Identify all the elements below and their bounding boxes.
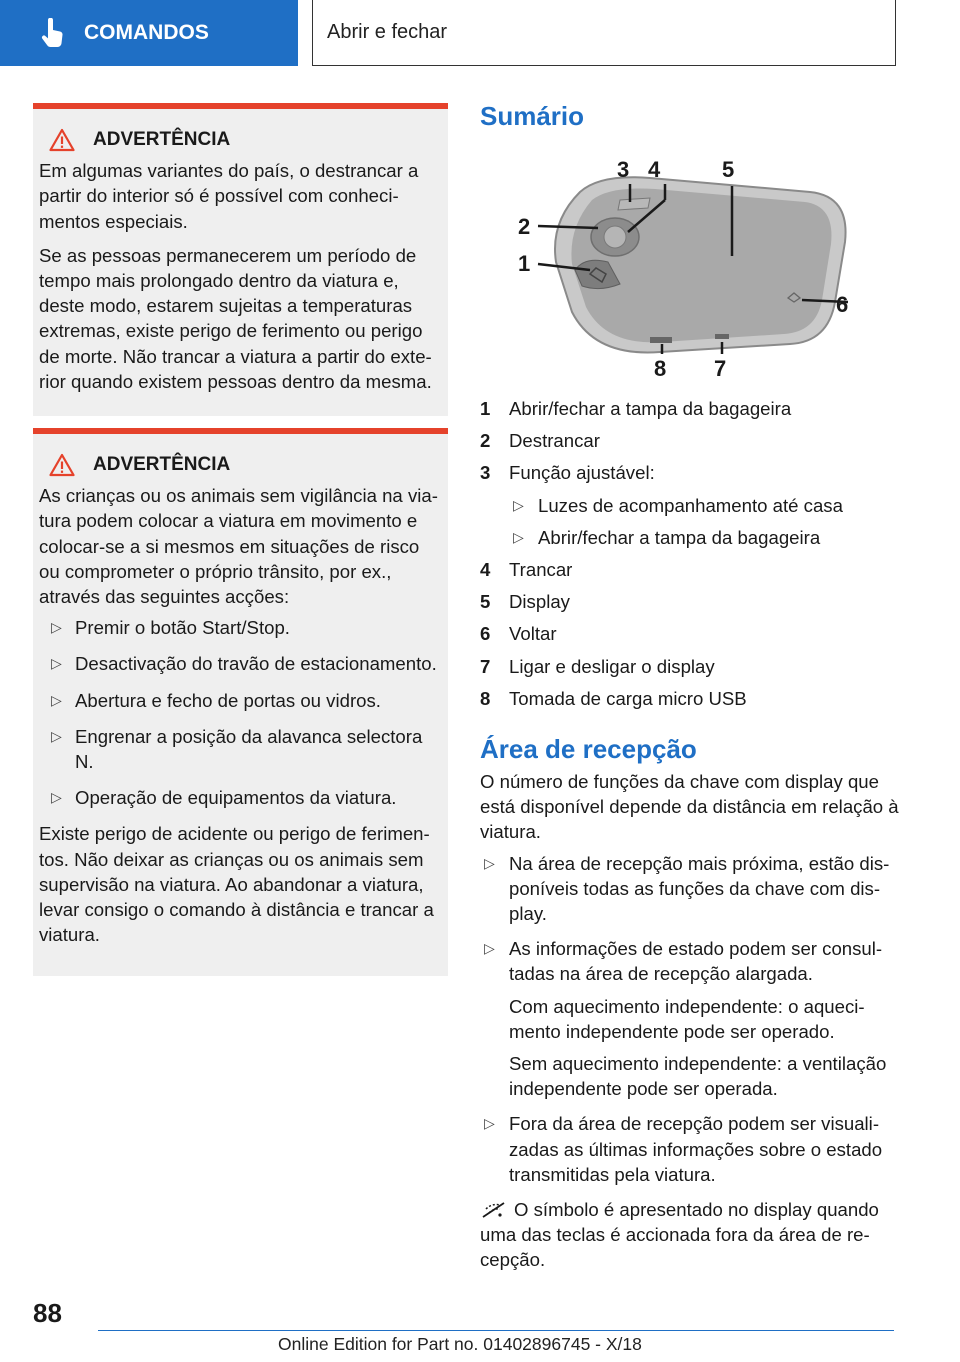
callout-4: 4 xyxy=(648,157,661,182)
out-of-range-icon xyxy=(480,1200,508,1220)
summary-list xyxy=(480,396,900,711)
triangle-bullet-icon: ▷ xyxy=(513,496,524,513)
list-item: ▷ Na área de recepção mais próxima, estão disponíveis todas as funções da chave com display. xyxy=(484,852,890,925)
triangle-bullet-icon: ▷ xyxy=(513,528,524,545)
list-item: 2 Destrancar xyxy=(480,430,600,452)
list-item: 6 Voltar xyxy=(480,623,557,645)
triangle-bullet-icon: ▷ xyxy=(51,691,62,708)
warning-title: ADVERTÊNCIA xyxy=(39,127,442,152)
list-item: ▷ Fora da área de recepção podem ser visualizadas as últimas informações sobre o estado transmitidas pela viatura. xyxy=(484,1113,883,1185)
warning-triangle-icon xyxy=(49,453,75,477)
triangle-bullet-icon: ▷ xyxy=(51,789,62,806)
key-illustration xyxy=(510,152,850,382)
warning-bullet-list xyxy=(39,615,442,810)
warning-paragraph: Em algumas variantes do país, o destrancar a partir do interior só é possível com conhecimentos especiais. xyxy=(39,160,419,232)
hand-pointer-icon xyxy=(40,18,66,48)
warning-paragraph: Se as pessoas permanecerem um período de tempo mais prolongado dentro da viatura e, deste modo, estarem sujeitas a temperaturas extremas, existe perigo de ferimento ou perigo de morte. Não trancar a viatura a partir do exterior quando existem pessoas dentro da mesma. xyxy=(39,244,432,392)
list-item: 7 Ligar e desligar o display xyxy=(480,655,715,677)
list-item: ▷ Abrir/fechar a tampa da bagageira xyxy=(509,525,900,550)
list-item: ▷ As informações de estado podem ser consultadas na área de recepção alargada. Com aquecimento independente: o aquecimento independente pode ser operado. Sem aquecimento independente: a ventilação independente pode ser operada. xyxy=(484,938,887,1100)
warning-outro: Existe perigo de acidente ou perigo de ferimentos. Não deixar as crianças ou os animais sem supervisão na viatura. Ao abandonar a viatura, levar consigo o comando à distância e trancar a viatura. xyxy=(39,823,434,946)
list-item: ▷ Operação de equipamentos da viatura. xyxy=(39,785,442,810)
footer-divider xyxy=(98,1330,894,1331)
right-column xyxy=(480,100,900,1273)
reception-note: O símbolo é apresentado no display quando uma das teclas é accionada fora da área de recepção. xyxy=(480,1199,879,1271)
callout-5: 5 xyxy=(722,157,735,182)
list-item: 1 Abrir/fechar a tampa da bagageira xyxy=(480,398,792,419)
list-item: 8 Tomada de carga micro USB xyxy=(480,687,747,709)
page-number: 88 xyxy=(33,1298,62,1328)
triangle-bullet-icon: ▷ xyxy=(51,655,62,672)
triangle-bullet-icon: ▷ xyxy=(51,727,62,744)
chapter-tab[interactable] xyxy=(0,0,298,66)
list-item: ▷ Premir o botão Start/Stop. xyxy=(39,615,442,640)
reception-bullet-list xyxy=(480,851,900,1187)
list-item: ▷ Abertura e fecho de portas ou vidros. xyxy=(39,688,442,713)
warning-box-2 xyxy=(33,428,448,976)
chapter-title: COMANDOS xyxy=(84,21,209,44)
reception-intro: O número de funções da chave com display que está disponível depende da distância em relação à viatura. xyxy=(480,771,899,843)
list-item: ▷ Luzes de acompanhamento até casa xyxy=(509,493,900,518)
callout-7: 7 xyxy=(714,356,727,381)
callout-3: 3 xyxy=(617,157,630,182)
list-item: 4 Trancar xyxy=(480,559,573,581)
list-item: 3 Função ajustável: ▷ Luzes de acompanhamento até casa ▷ Abrir/fechar a tampa da bagageira xyxy=(480,460,900,550)
footer-edition: Online Edition for Part no. 01402896745 - X/18 xyxy=(278,1334,642,1354)
list-item: ▷ Engrenar a posição da alavanca selectora N. xyxy=(51,725,423,773)
callout-1: 1 xyxy=(518,251,531,276)
sub-list xyxy=(509,493,900,550)
list-item: ▷ Desactivação do travão de estacionamento. xyxy=(39,651,442,676)
list-item: 5 Display xyxy=(480,591,570,613)
key-display-figure xyxy=(510,152,850,382)
summary-heading: Sumário xyxy=(480,101,585,131)
section-title: Abrir e fechar xyxy=(327,21,448,43)
warning-box-1 xyxy=(33,103,448,416)
callout-8: 8 xyxy=(654,356,667,381)
section-tab[interactable] xyxy=(312,0,896,66)
callout-2: 2 xyxy=(518,214,531,239)
triangle-bullet-icon: ▷ xyxy=(484,940,495,957)
reception-heading: Área de recepção xyxy=(480,734,697,765)
warning-title: ADVERTÊNCIA xyxy=(39,452,442,477)
triangle-bullet-icon: ▷ xyxy=(484,854,495,871)
callout-6: 6 xyxy=(836,292,849,317)
triangle-bullet-icon: ▷ xyxy=(484,1115,495,1132)
warning-triangle-icon xyxy=(49,128,75,152)
triangle-bullet-icon: ▷ xyxy=(51,619,62,636)
warning-intro: As crianças ou os animais sem vigilância na viatura podem colocar a viatura em movimento e colocar-se a si mesmos em situações de risco ou comprometer o próprio trânsito, por ex., através das seguintes acções: xyxy=(39,485,438,608)
